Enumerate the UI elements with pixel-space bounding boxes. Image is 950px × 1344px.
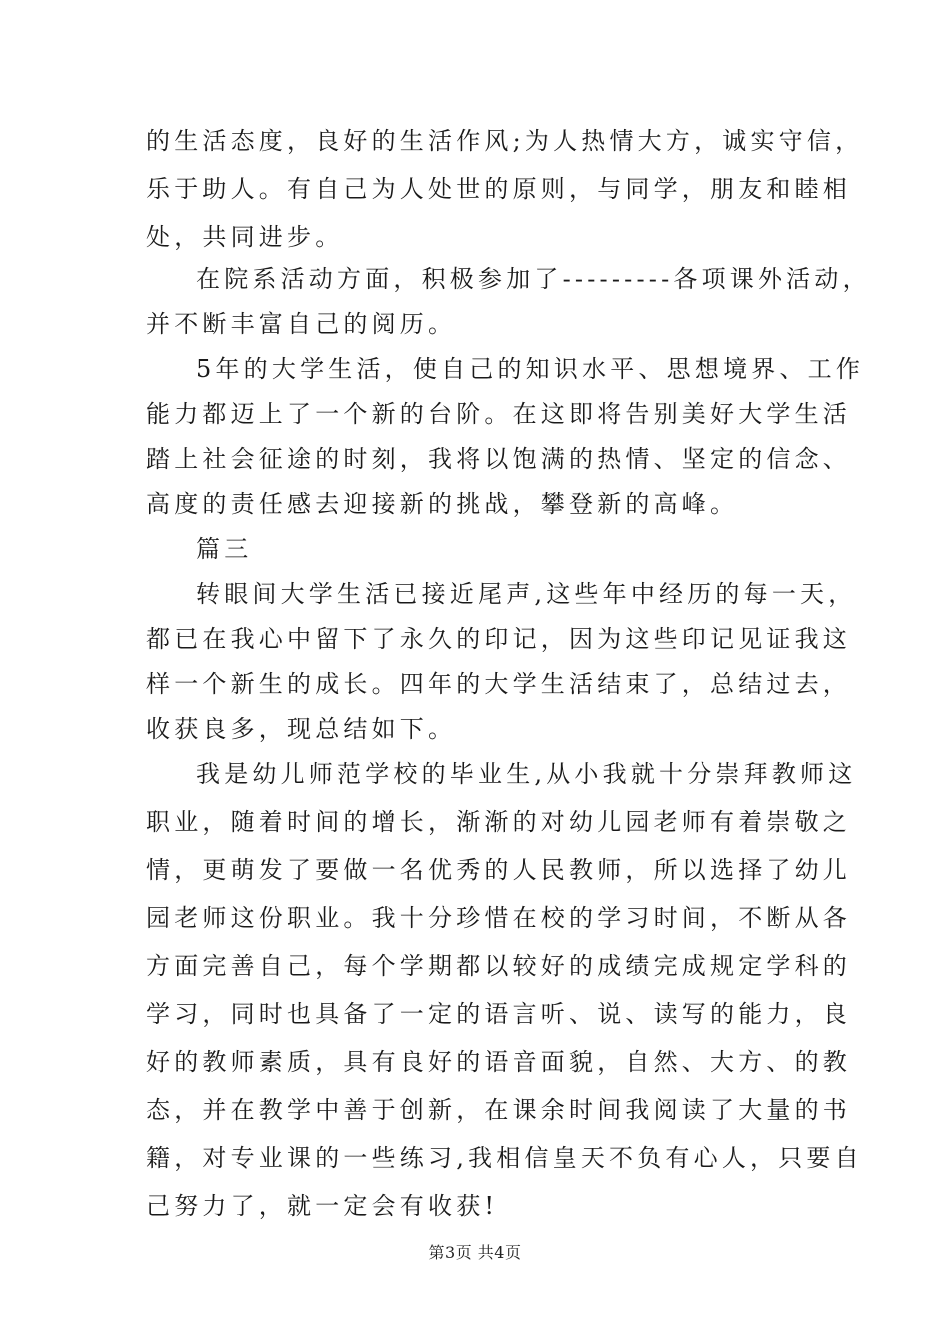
- text-line: 园老师这份职业。我十分珍惜在校的学习时间，不断从各: [146, 904, 851, 932]
- page-number: 第3页 共4页: [428, 1243, 522, 1262]
- text-line: 高度的责任感去迎接新的挑战，攀登新的高峰。: [146, 490, 739, 518]
- text-line: 样一个新生的成长。四年的大学生活结束了，总结过去，: [146, 670, 851, 698]
- text-line: 我是幼儿师范学校的毕业生,从小我就十分崇拜教师这: [196, 760, 857, 788]
- text-line: 学习，同时也具备了一定的语言听、说、读写的能力，良: [146, 1000, 851, 1028]
- text-line: 收获良多，现总结如下。: [146, 715, 457, 743]
- text-line: 并不断丰富自己的阅历。: [146, 310, 457, 338]
- text-line: 职业，随着时间的增长，渐渐的对幼儿园老师有着崇敬之: [146, 808, 851, 836]
- text-line: 情，更萌发了要做一名优秀的人民教师，所以选择了幼儿: [146, 856, 851, 884]
- text-line: 在院系活动方面，积极参加了---------各项课外活动，: [196, 265, 871, 293]
- text-line: 踏上社会征途的时刻，我将以饱满的热情、坚定的信念、: [146, 445, 851, 473]
- text-line: 好的教师素质，具有良好的语音面貌，自然、大方、的教: [146, 1048, 851, 1076]
- text-line: 己努力了，就一定会有收获!: [146, 1192, 499, 1220]
- text-line: 乐于助人。有自己为人处世的原则，与同学，朋友和睦相: [146, 175, 851, 203]
- text-line: 转眼间大学生活已接近尾声,这些年中经历的每一天，: [196, 580, 857, 608]
- text-line: 态，并在教学中善于创新，在课余时间我阅读了大量的书: [146, 1096, 851, 1124]
- text-line: 处，共同进步。: [146, 223, 344, 251]
- section-heading: 篇三: [196, 535, 253, 563]
- text-line: 能力都迈上了一个新的台阶。在这即将告别美好大学生活: [146, 400, 851, 428]
- text-line: 方面完善自己，每个学期都以较好的成绩完成规定学科的: [146, 952, 851, 980]
- text-line: 的生活态度，良好的生活作风;为人热情大方，诚实守信，: [146, 127, 864, 155]
- text-line: 都已在我心中留下了永久的印记，因为这些印记见证我这: [146, 625, 851, 653]
- text-line: 5年的大学生活，使自己的知识水平、思想境界、工作: [196, 355, 865, 383]
- text-line: 籍，对专业课的一些练习,我相信皇天不负有心人，只要自: [146, 1144, 863, 1172]
